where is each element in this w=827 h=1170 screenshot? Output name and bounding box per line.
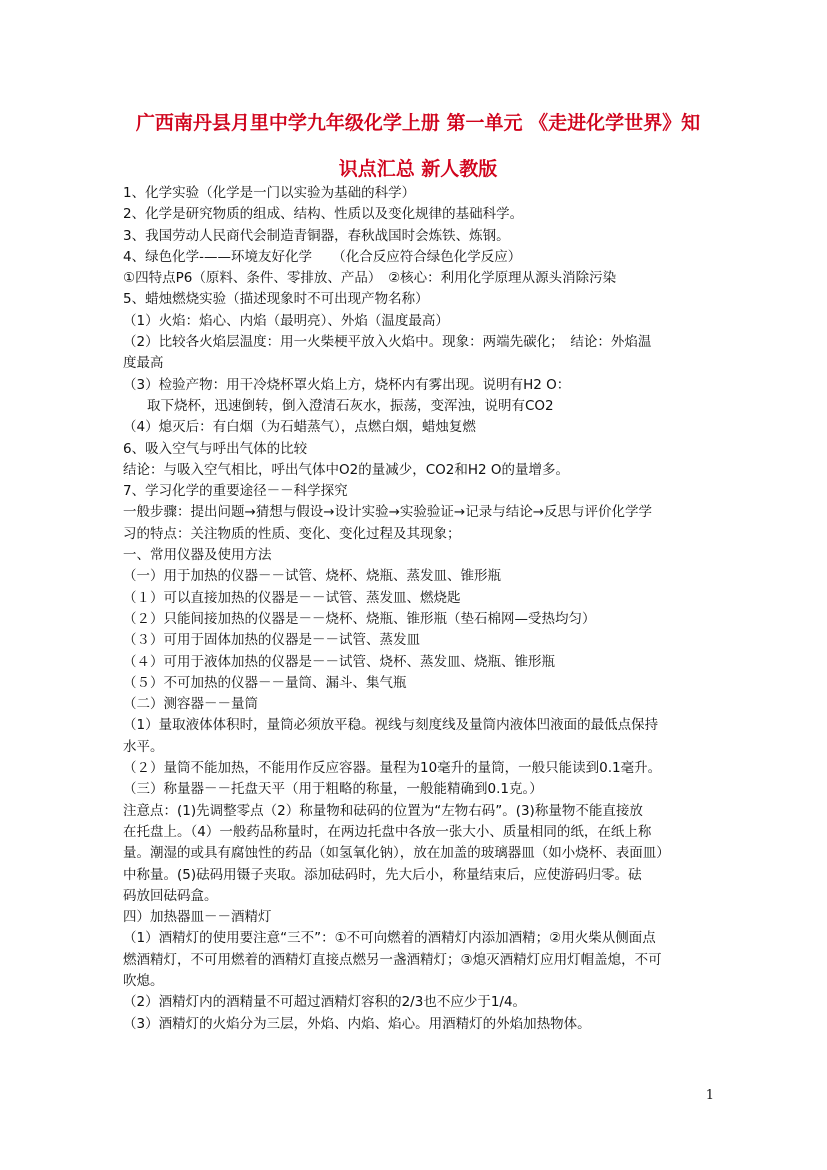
text-line: 中称量。(5)砝码用镊子夹取。添加砝码时，先大后小，称量结束后，应使游码归零。砝 <box>123 866 642 883</box>
text-line: 在托盘上。（4）一般药品称量时，在两边托盘中各放一张大小、质量相同的纸，在纸上称 <box>123 823 652 840</box>
text-line: 结论：与吸入空气相比，呼出气体中O2的量减少，CO2和H2 O的量增多。 <box>123 461 570 478</box>
text-line: （２）只能间接加热的仪器是－－烧杯、烧瓶、锥形瓶（垫石棉网—受热均匀） <box>123 610 596 627</box>
text-line: 燃酒精灯，不可用燃着的酒精灯直接点燃另一盏酒精灯；③熄灭酒精灯应用灯帽盖熄，不可 <box>123 951 662 968</box>
text-line: （2）比较各火焰层温度：用一火柴梗平放入火焰中。现象：两端先碳化； 结论：外焰温 <box>123 334 652 351</box>
page-number: 1 <box>705 1088 714 1103</box>
document-body <box>123 183 713 1035</box>
text-line: 一般步骤：提出问题→猜想与假设→设计实验→实验验证→记录与结论→反思与评价化学学 <box>123 504 653 521</box>
text-line: 量。潮湿的或具有腐蚀性的药品（如氢氧化钠），放在加盖的玻璃器皿（如小烧杯、表面皿） <box>123 845 670 862</box>
text-line: ①四特点P6（原料、条件、零排放、产品） ②核心：利用化学原理从源头消除污染 <box>123 270 617 287</box>
text-line: 7、学习化学的重要途径－－科学探究 <box>123 483 348 500</box>
text-line: （二）测容器－－量筒 <box>123 696 258 713</box>
text-line: （１）可以直接加热的仪器是－－试管、蒸发皿、燃烧匙 <box>123 589 461 606</box>
text-line: 一、常用仪器及使用方法 <box>123 547 272 564</box>
text-line: （２）量筒不能加热，不能用作反应容器。量程为10毫升的量筒，一般只能读到0.1毫升。 <box>123 760 662 777</box>
text-line: （３）可用于固体加热的仪器是－－试管、蒸发皿 <box>123 632 420 649</box>
text-line: 1、化学实验（化学是一门以实验为基础的科学） <box>123 185 416 201</box>
text-line: 习的特点：关注物质的性质、变化、变化过程及其现象； <box>123 525 461 542</box>
text-line: （５）不可加热的仪器－－量筒、漏斗、集气瓶 <box>123 674 407 691</box>
text-line: （４）可用于液体加热的仪器是－－试管、烧杯、蒸发皿、烧瓶、锥形瓶 <box>123 653 555 670</box>
text-line: 取下烧杯，迅速倒转，倒入澄清石灰水，振荡，变浑浊，说明有CO2 <box>147 397 554 414</box>
text-line: 注意点：(1)先调整零点（2）称量物和砝码的位置为“左物右码”。(3)称量物不能直接放 <box>123 802 643 819</box>
text-line: 5、蜡烛燃烧实验（描述现象时不可出现产物名称） <box>123 291 429 308</box>
text-line: 4、绿色化学-——环境友好化学 （化合反应符合绿色化学反应） <box>123 248 522 265</box>
text-line: 四）加热器皿－－酒精灯 <box>123 909 272 926</box>
text-line: （2）酒精灯内的酒精量不可超过酒精灯容积的2/3也不应少于1/4。 <box>123 994 527 1011</box>
text-line: 度最高 <box>123 355 164 372</box>
text-line: 码放回砝码盒。 <box>123 887 218 904</box>
text-line: （1）火焰：焰心、内焰（最明亮）、外焰（温度最高） <box>123 312 449 329</box>
text-line: 6、吸入空气与呼出气体的比较 <box>123 440 308 457</box>
text-line: （1）量取液体体积时，量筒必须放平稳。视线与刻度线及量筒内液体凹液面的最低点保持 <box>123 717 659 734</box>
text-line: （3）检验产物：用干冷烧杯罩火焰上方，烧杯内有雾出现。说明有H2 O： <box>123 376 571 393</box>
text-line: （三）称量器－－托盘天平（用于粗略的称量，一般能精确到0.1克。） <box>123 781 543 798</box>
text-line: 吹熄。 <box>123 972 164 989</box>
document-title-line-1: 广西南丹县月里中学九年级化学上册 第一单元 《走进化学世界》知 <box>135 112 701 134</box>
text-line: （1）酒精灯的使用要注意“三不”：①不可向燃着的酒精灯内添加酒精；②用火柴从侧面点 <box>123 930 656 947</box>
text-line: （一）用于加热的仪器－－试管、烧杯、烧瓶、蒸发皿、锥形瓶 <box>123 568 501 585</box>
text-line: 水平。 <box>123 738 164 755</box>
text-line: （4）熄灭后：有白烟（为石蜡蒸气），点燃白烟，蜡烛复燃 <box>123 419 476 436</box>
text-line: （3）酒精灯的火焰分为三层，外焰、内焰、焰心。用酒精灯的外焰加热物体。 <box>123 1015 591 1032</box>
document-title-line-2: 识点汇总 新人教版 <box>338 158 498 180</box>
text-line: 3、我国劳动人民商代会制造青铜器，春秋战国时会炼铁、炼钢。 <box>123 227 510 244</box>
text-line: 2、化学是研究物质的组成、结构、性质以及变化规律的基础科学。 <box>123 206 524 223</box>
